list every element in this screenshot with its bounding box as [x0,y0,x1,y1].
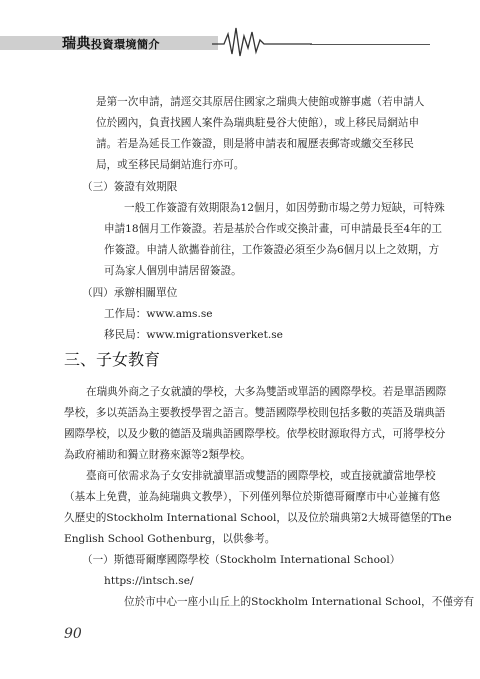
paragraph-line: 請。若是為延長工作簽證，則是將申請表和履歷表郵寄或繳交至移民 [96,138,414,150]
page-number: 90 [64,626,82,642]
school-url: https://intsch.se/ [104,575,194,587]
paragraph-line: English School Gothenburg，以供參考。 [64,533,276,545]
agency-link: 移民局：www.migrationsverket.se [104,329,283,341]
paragraph-line: 作簽證。申請人欲攜眷前往，工作簽證必須至少為6個月以上之效期，方 [104,244,440,256]
header-title-sub: 投資環境簡介 [91,38,160,51]
paragraph-line: 臺商可依需求為子女安排就讀單語或雙語的國際學校，或直接就讀當地學校 [86,470,436,482]
paragraph-line: 位於市中心一座小山丘上的Stockholm International School，不僅旁有 [124,596,475,608]
header-title-main: 瑞典 [62,36,91,52]
paragraph-line: 局，或至移民局網站進行亦可。 [96,159,245,171]
subheading-validity: （三）簽證有效期限 [82,181,178,193]
paragraph-line: 國際學校，以及少數的德語及瑞典語國際學校。依學校財源取得方式，可將學校分 [64,428,446,440]
agency-link: 工作局：www.ams.se [104,308,213,320]
paragraph-line: 在瑞典外商之子女就讀的學校，大多為雙語或單語的國際學校。若是單語國際 [86,386,447,398]
paragraph-line: 是第一次申請，請逕交其原居住國家之瑞典大使館或辦事處（若申請人 [96,96,425,108]
paragraph-line: 久歷史的Stockholm International School，以及位於瑞典第2大城哥德堡的The [64,512,452,524]
subheading-agencies: （四）承辦相關單位 [82,287,178,299]
paragraph-line: （基本上免費，並為純瑞典文教學），下列僅列舉位於斯德哥爾摩市中心並擁有悠 [64,491,441,503]
paragraph-line: 位於國內，負責找國人案件為瑞典駐曼谷大使館），或上移民局網站申 [96,117,420,129]
running-header [0,22,480,62]
waveform-icon [212,24,312,60]
paragraph-line: 可為家人個別申請居留簽證。 [104,265,242,277]
paragraph-line: 申請18個月工作簽證。若是基於合作或交換計畫，可申請最長至4年的工 [104,223,443,235]
header-rule [310,44,430,45]
header-title [62,33,160,53]
paragraph-line: 一般工作簽證有效期限為12個月，如因勞動市場之勞力短缺，可特殊 [124,202,445,214]
section-title: 三、子女教育 [64,350,161,369]
paragraph-line: 學校，多以英語為主要教授學習之語言。雙語國際學校則包括多數的英語及瑞典語 [64,407,446,419]
paragraph-line: 為政府補助和獨立財務來源等2類學校。 [64,449,251,461]
subheading-stockholm-school: （一）斯德哥爾摩國際學校（Stockholm International School） [82,554,401,566]
